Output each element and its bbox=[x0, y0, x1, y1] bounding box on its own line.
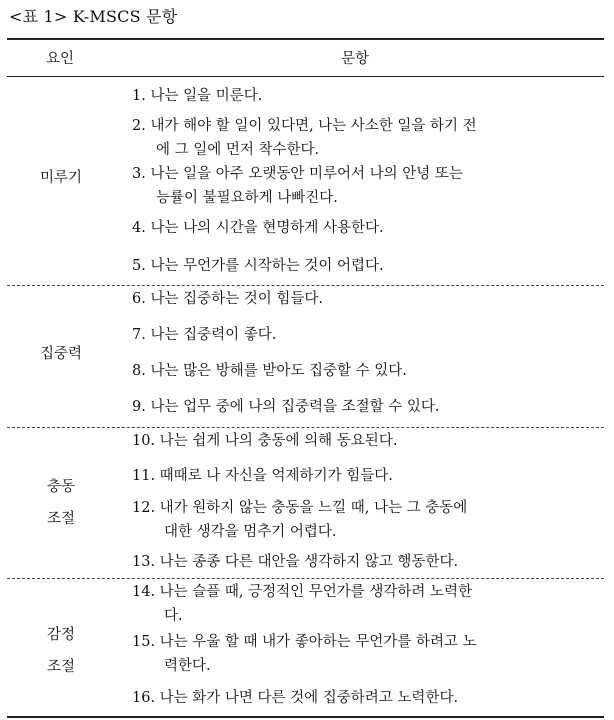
item-text-continued: 다. bbox=[164, 608, 183, 624]
item-row bbox=[132, 323, 587, 347]
factor-label-line: 미루기 bbox=[39, 170, 83, 186]
item-text: 나는 종종 다른 대안을 생각하지 않고 행동한다. bbox=[159, 554, 459, 570]
item-row bbox=[132, 686, 587, 710]
table-caption: <표 1> K-MSCS 문항 bbox=[9, 7, 178, 26]
item-row bbox=[132, 580, 587, 628]
factor-label bbox=[22, 471, 100, 535]
item-row bbox=[132, 84, 587, 108]
item-row bbox=[132, 359, 587, 383]
item-row bbox=[132, 464, 587, 488]
item-number: 12. bbox=[132, 500, 156, 516]
item-row bbox=[132, 216, 587, 240]
item-text: 나는 집중하는 것이 힘들다. bbox=[150, 291, 323, 307]
item-number: 13. bbox=[132, 554, 156, 570]
item-text: 나는 많은 방해를 받아도 집중할 수 있다. bbox=[150, 363, 407, 379]
item-row bbox=[132, 287, 587, 311]
header-items: 문항 bbox=[341, 51, 370, 67]
table-top-rule bbox=[7, 38, 604, 40]
item-text: 나는 무언가를 시작하는 것이 어렵다. bbox=[150, 258, 384, 274]
item-number: 10. bbox=[132, 433, 156, 449]
item-number: 15. bbox=[132, 634, 156, 650]
item-text: 내가 해야 할 일이 있다면, 나는 사소한 일을 하기 전 bbox=[150, 118, 477, 134]
factor-label bbox=[22, 619, 100, 683]
item-text: 나는 집중력이 좋다. bbox=[150, 327, 277, 343]
item-text: 나는 나의 시간을 현명하게 사용한다. bbox=[150, 220, 384, 236]
factor-label-line: 조절 bbox=[46, 659, 75, 675]
item-text: 나는 업무 중에 나의 집중력을 조절할 수 있다. bbox=[150, 399, 440, 415]
header-factor: 요인 bbox=[46, 51, 75, 67]
item-number: 2. bbox=[132, 118, 146, 134]
item-number: 11. bbox=[132, 468, 156, 484]
item-row bbox=[132, 496, 587, 544]
item-text: 내가 원하지 않는 충동을 느낄 때, 나는 그 충동에 bbox=[159, 500, 468, 516]
item-text: 나는 일을 미룬다. bbox=[150, 88, 263, 104]
factor-label-line: 조절 bbox=[46, 511, 75, 527]
item-row bbox=[132, 162, 587, 210]
item-number: 14. bbox=[132, 584, 156, 600]
item-number: 4. bbox=[132, 220, 146, 236]
item-number: 7. bbox=[132, 327, 146, 343]
item-number: 6. bbox=[132, 291, 146, 307]
factor-label bbox=[22, 162, 100, 194]
item-row bbox=[132, 630, 587, 678]
item-text: 나는 화가 나면 다른 것에 집중하려고 노력한다. bbox=[159, 690, 459, 706]
item-text: 때때로 나 자신을 억제하기가 힘들다. bbox=[159, 468, 393, 484]
item-row bbox=[132, 429, 587, 453]
item-text: 나는 쉽게 나의 충동에 의해 동요된다. bbox=[159, 433, 398, 449]
item-text: 나는 슬플 때, 긍정적인 무언가를 생각하려 노력한 bbox=[159, 584, 473, 600]
item-number: 9. bbox=[132, 399, 146, 415]
item-text: 나는 일을 아주 오랫동안 미루어서 나의 안녕 또는 bbox=[150, 166, 463, 182]
item-number: 5. bbox=[132, 258, 146, 274]
item-text-continued: 능률이 불필요하게 나빠진다. bbox=[156, 190, 338, 206]
item-text: 나는 우울 할 때 내가 좋아하는 무언가를 하려고 노 bbox=[159, 634, 477, 650]
factor-label-line: 집중력 bbox=[39, 346, 83, 362]
item-number: 8. bbox=[132, 363, 146, 379]
table-bottom-rule bbox=[7, 716, 604, 718]
group-divider bbox=[7, 285, 604, 286]
item-text-continued: 력한다. bbox=[164, 658, 211, 674]
item-number: 3. bbox=[132, 166, 146, 182]
item-text-continued: 에 그 일에 먼저 착수한다. bbox=[156, 142, 320, 158]
factor-label-line: 감정 bbox=[46, 627, 75, 643]
item-row bbox=[132, 395, 587, 419]
group-divider bbox=[7, 427, 604, 428]
item-row bbox=[132, 114, 587, 162]
item-number: 1. bbox=[132, 88, 146, 104]
group-divider bbox=[7, 578, 604, 579]
item-row bbox=[132, 254, 587, 278]
item-number: 16. bbox=[132, 690, 156, 706]
header-bottom-rule bbox=[7, 76, 604, 77]
item-text-continued: 대한 생각을 멈추기 어렵다. bbox=[164, 524, 337, 540]
factor-label-line: 충동 bbox=[46, 479, 75, 495]
item-row bbox=[132, 550, 587, 574]
factor-label bbox=[22, 338, 100, 370]
